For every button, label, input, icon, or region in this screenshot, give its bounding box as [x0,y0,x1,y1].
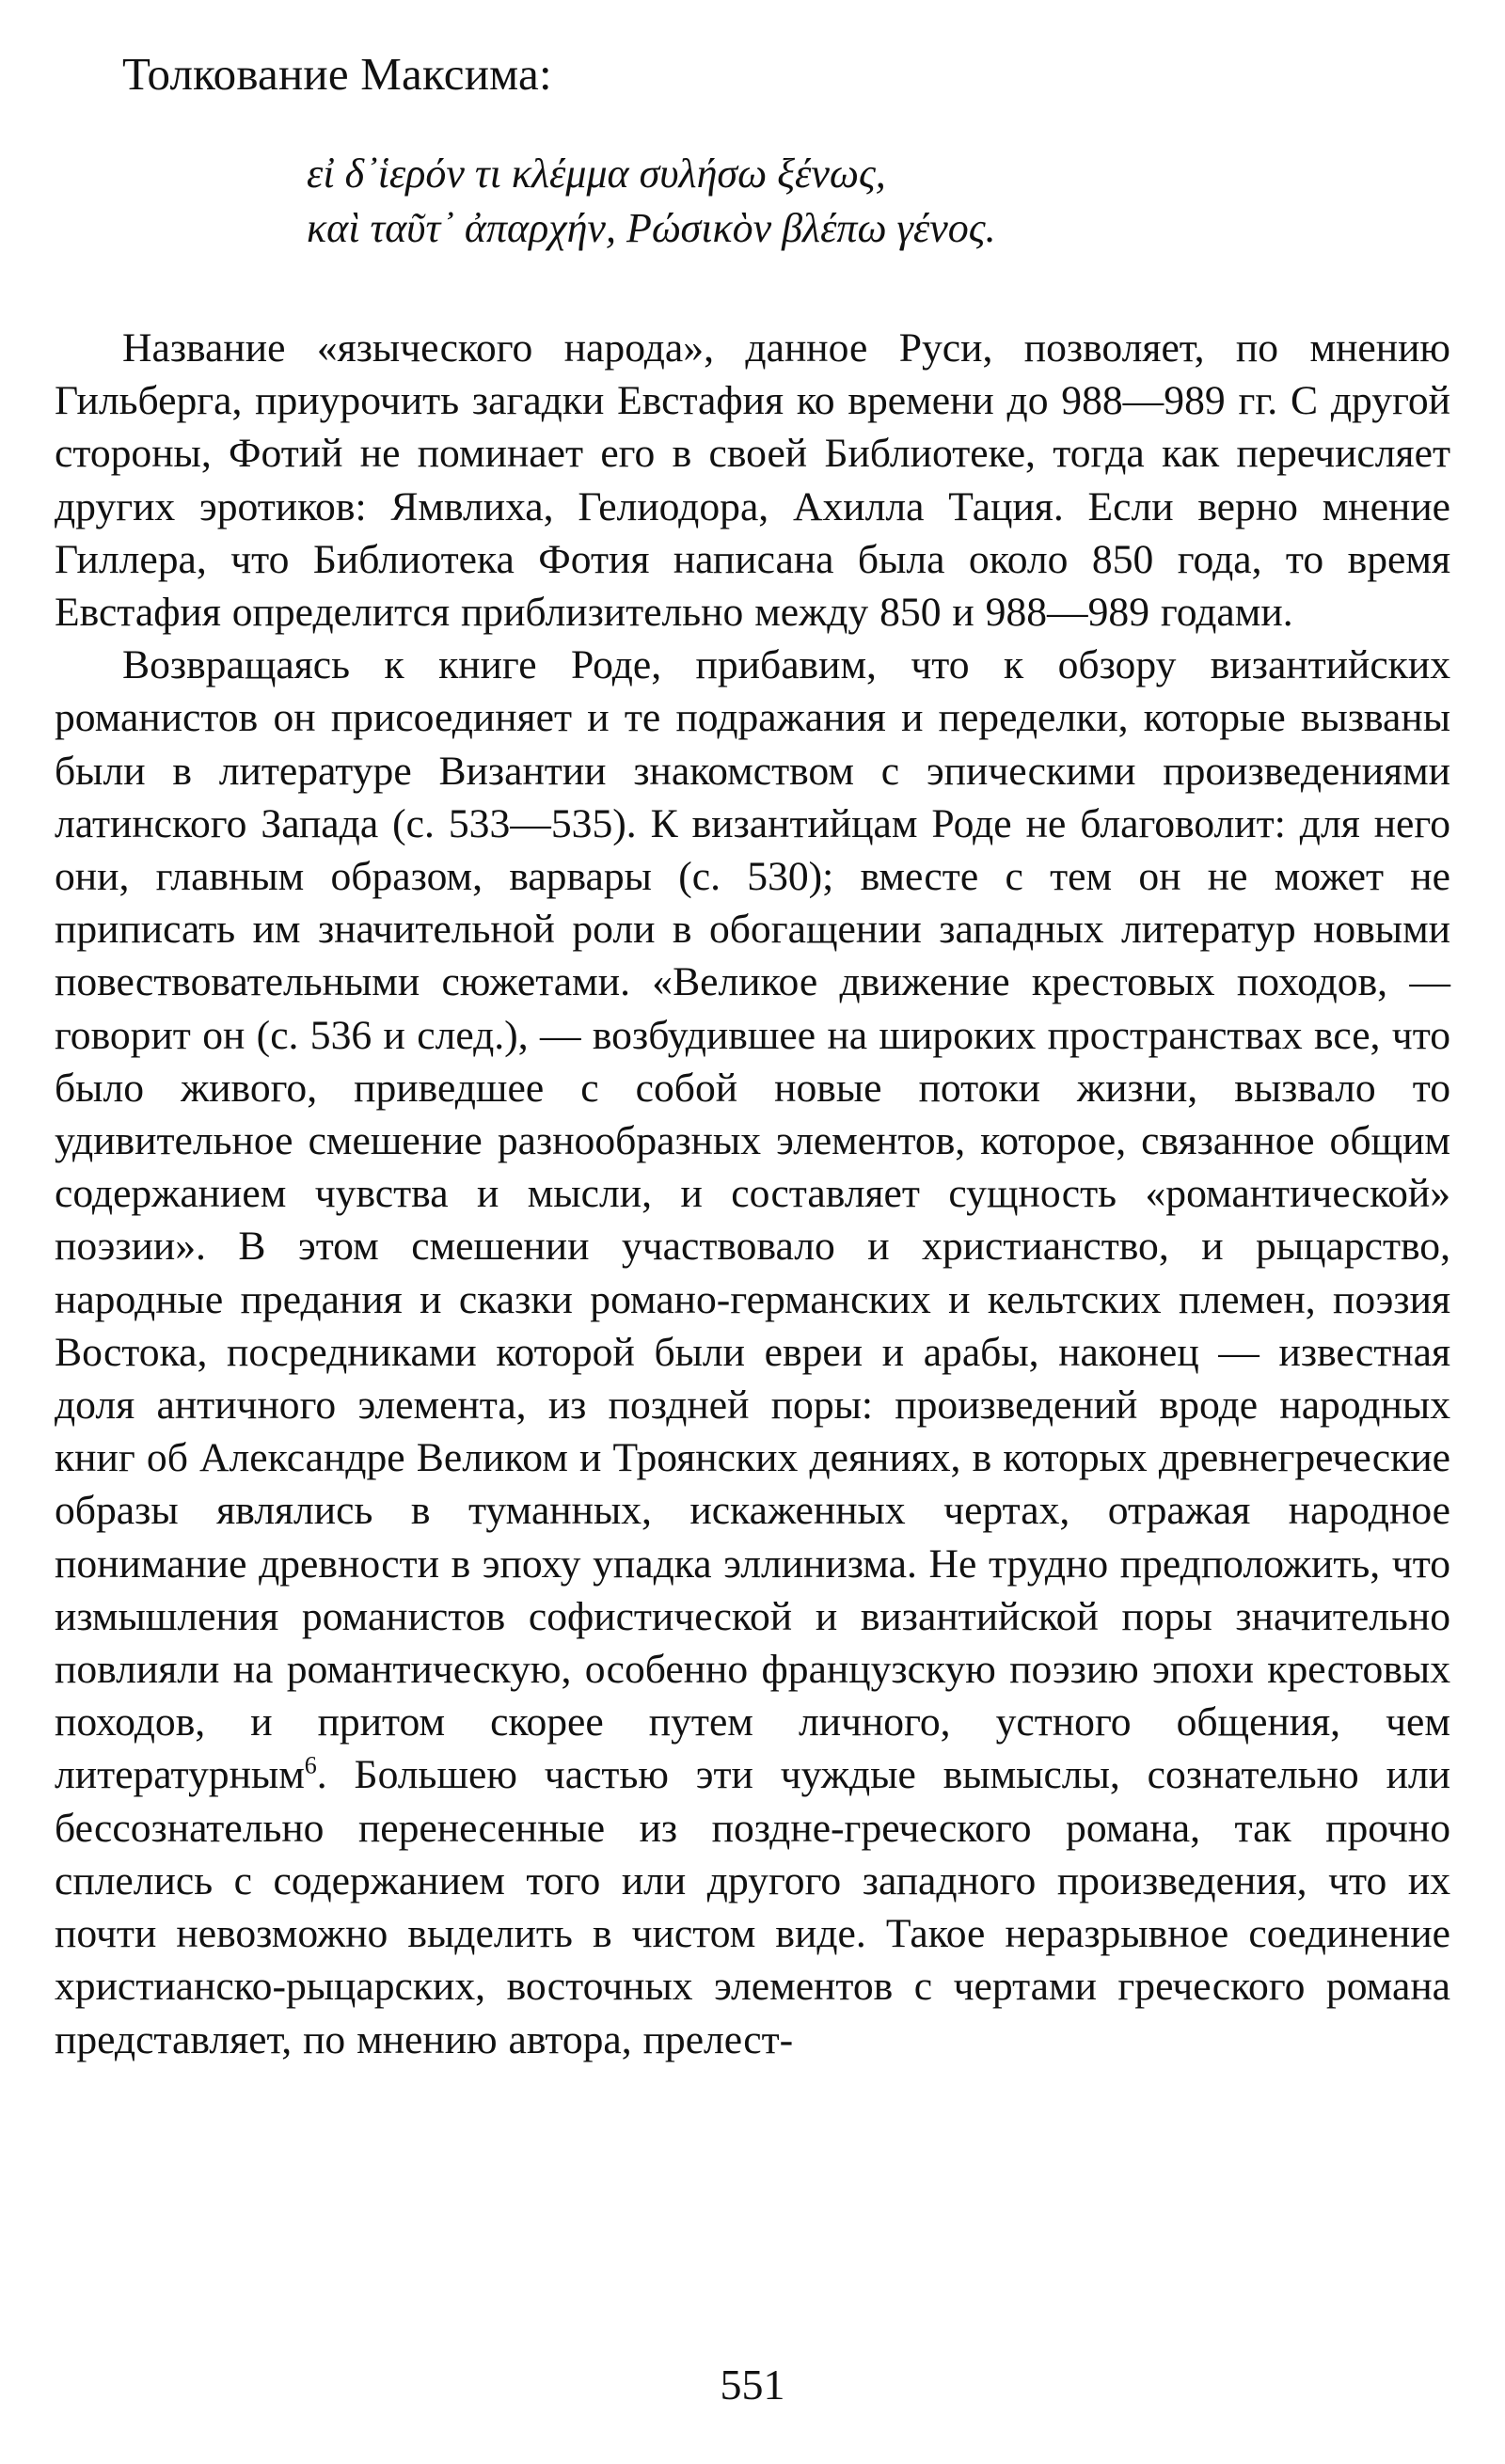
page-body [55,45,1450,2066]
section-heading: Толкование Максима: [122,48,552,100]
paragraph-2-text-before-note: Возвращаясь к книге Роде, прибавим, что к обзору византийских романистов он присоединяет и те подражания и переделки, которые вызваны были в литературе Византии знакомством с эпическими произведениями латинского Запада (с. 533—535). К византийцам Роде не благоволит: для него они, главным образом, варвары (с. 530); вместе с тем он не может не приписать им значительной роли в обогащении западных литератур новыми повествовательными сюжетами. «Великое движение крестовых походов, — говорит он (с. 536 и след.), — возбудившее на широких пространствах все, что было живого, приведшее с собой новые потоки жизни, вызвало то удивительное смешение разнообразных элементов, которое, связанное общим содержанием чувства и мысли, и составляет сущность «романтической» поэзии». В этом смешении участвовало и христианство, и рыцарство, народные предания и сказки романо-германских и кельтских племен, поэзия Востока, посредниками которой были евреи и арабы, наконец — известная доля античного элемента, из поздней поры: произведений вроде народных книг об Александре Великом и Троянских деяниях, в которых древнегреческие образы являлись в туманных, искаженных чертах, отражая народное понимание древности в эпоху упадка эллинизма. Не трудно предположить, что измышления романистов софистической и византийской поры значительно повлияли на романтическую, особенно французскую поэзию эпохи крестовых походов, и притом скорее путем личного, устного общения, чем литературным [55,642,1450,1798]
verse-line-1: εἰ δ᾽ἱερόν τι κλέμμα συλήσω ξένως, [307,150,886,197]
page-number: 551 [720,2361,785,2409]
paragraph-2-text-after-note: . Большею частью эти чуждые вымыслы, сознательно или бессознательно перенесенные из поздне-греческого романа, так прочно сплелись с содержанием того или другого западного произведения, что их почти невозможно выделить в чистом виде. Такое неразрывное соединение христианско-рыцарских, восточных элементов с чертами греческого романа представляет, по мнению автора, прелест- [55,1752,1450,2062]
footnote-marker: 6 [304,1751,317,1779]
paragraph-1: Название «языческого народа», данное Руси, позволяет, по мнению Гильберга, приурочить загадки Евстафия ко времени до 988—989 гг. С другой стороны, Фотий не поминает его в своей Библиотеке, тогда как перечисляет других эротиков: Ямвлиха, Гелиодора, Ахилла Тация. Если верно мнение Гиллера, что Библиотека Фотия написана была около 850 года, то время Евстафия определится приблизительно между 850 и 988—989 годами. [55,325,1450,636]
verse-line-2: καὶ ταῦτ᾽ ἀπαρχήν, Ρώσικὸν βλέπω γένος. [307,205,996,251]
paragraph-2 [55,639,1450,2065]
greek-verse [307,147,1450,256]
